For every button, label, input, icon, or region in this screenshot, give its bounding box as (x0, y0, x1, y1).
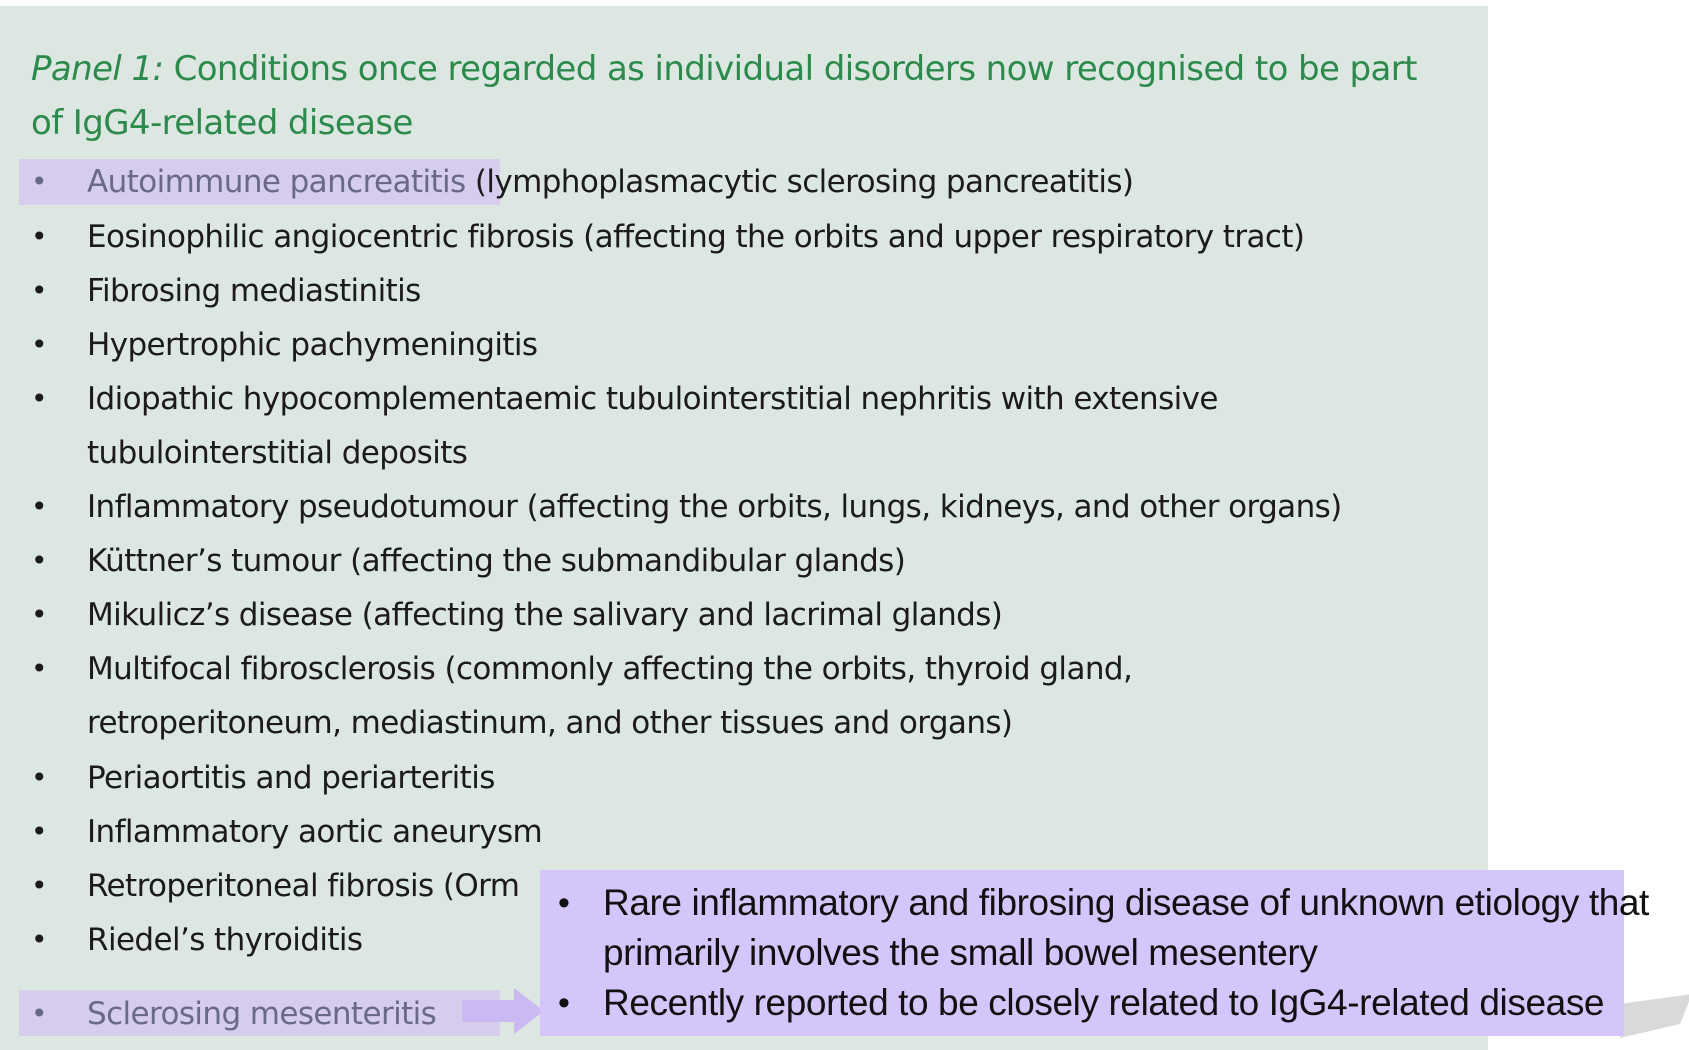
item-text: (lymphoplasmacytic sclerosing pancreatitis) (465, 164, 1134, 200)
list-item-idiopathic-nephritis (0, 372, 1480, 480)
callout-bullet: • (558, 884, 570, 922)
item-text: Fibrosing mediastinitis (87, 273, 421, 309)
bullet: • (31, 997, 47, 1030)
bullet: • (31, 652, 47, 685)
callout-line-3: Recently reported to be closely related to IgG4-related disease (603, 982, 1605, 1023)
arrow-right-icon (462, 988, 544, 1034)
panel-label: Panel 1: (31, 49, 164, 89)
item-text: Inflammatory pseudotumour (affecting the orbits, lungs, kidneys, and other organs) (87, 489, 1342, 525)
item-text: Eosinophilic angiocentric fibrosis (affecting the orbits and upper respiratory tract) (87, 219, 1305, 255)
bullet: • (31, 382, 47, 415)
bullet: • (31, 490, 47, 523)
bullet: • (31, 328, 47, 361)
bullet: • (31, 165, 47, 198)
bullet: • (31, 869, 47, 902)
bullet: • (31, 544, 47, 577)
highlighted-term: Sclerosing mesenteritis (87, 996, 437, 1032)
bullet: • (31, 274, 47, 307)
item-text: Mikulicz’s disease (affecting the salivary and lacrimal glands) (87, 597, 1003, 633)
panel-title-text: Conditions once regarded as individual disorders now recognised to be part of IgG4-related disease (31, 49, 1417, 143)
item-text-continued: retroperitoneum, mediastinum, and other tissues and organs) (87, 705, 1013, 741)
item-text: Periaortitis and periarteritis (87, 760, 495, 796)
item-text: Inflammatory aortic aneurysm (87, 814, 543, 850)
item-text: Hypertrophic pachymeningitis (87, 327, 538, 363)
highlighted-term: Autoimmune pancreatitis (87, 164, 466, 200)
item-text: Retroperitoneal fibrosis (Orm (87, 868, 520, 904)
item-text: Küttner’s tumour (affecting the submandibular glands) (87, 543, 906, 579)
item-text: Riedel’s thyroiditis (87, 922, 363, 958)
bullet: • (31, 923, 47, 956)
callout-bullet: • (558, 984, 570, 1022)
callout-shadow (1620, 994, 1689, 1038)
callout-box (540, 870, 1649, 1036)
list-item-multifocal-fibrosclerosis (0, 642, 1480, 750)
item-text: Multifocal fibrosclerosis (commonly affecting the orbits, thyroid gland, (87, 651, 1133, 687)
bullet: • (31, 220, 47, 253)
callout-line-2: primarily involves the small bowel mesentery (603, 932, 1318, 973)
bullet: • (31, 815, 47, 848)
panel-title (31, 42, 1451, 150)
item-text: Idiopathic hypocomplementaemic tubulointerstitial nephritis with extensive (87, 381, 1218, 417)
callout-line-1: Rare inflammatory and fibrosing disease of unknown etiology that (603, 882, 1649, 923)
item-text-continued: tubulointerstitial deposits (87, 435, 468, 471)
bullet: • (31, 761, 47, 794)
bullet: • (31, 598, 47, 631)
